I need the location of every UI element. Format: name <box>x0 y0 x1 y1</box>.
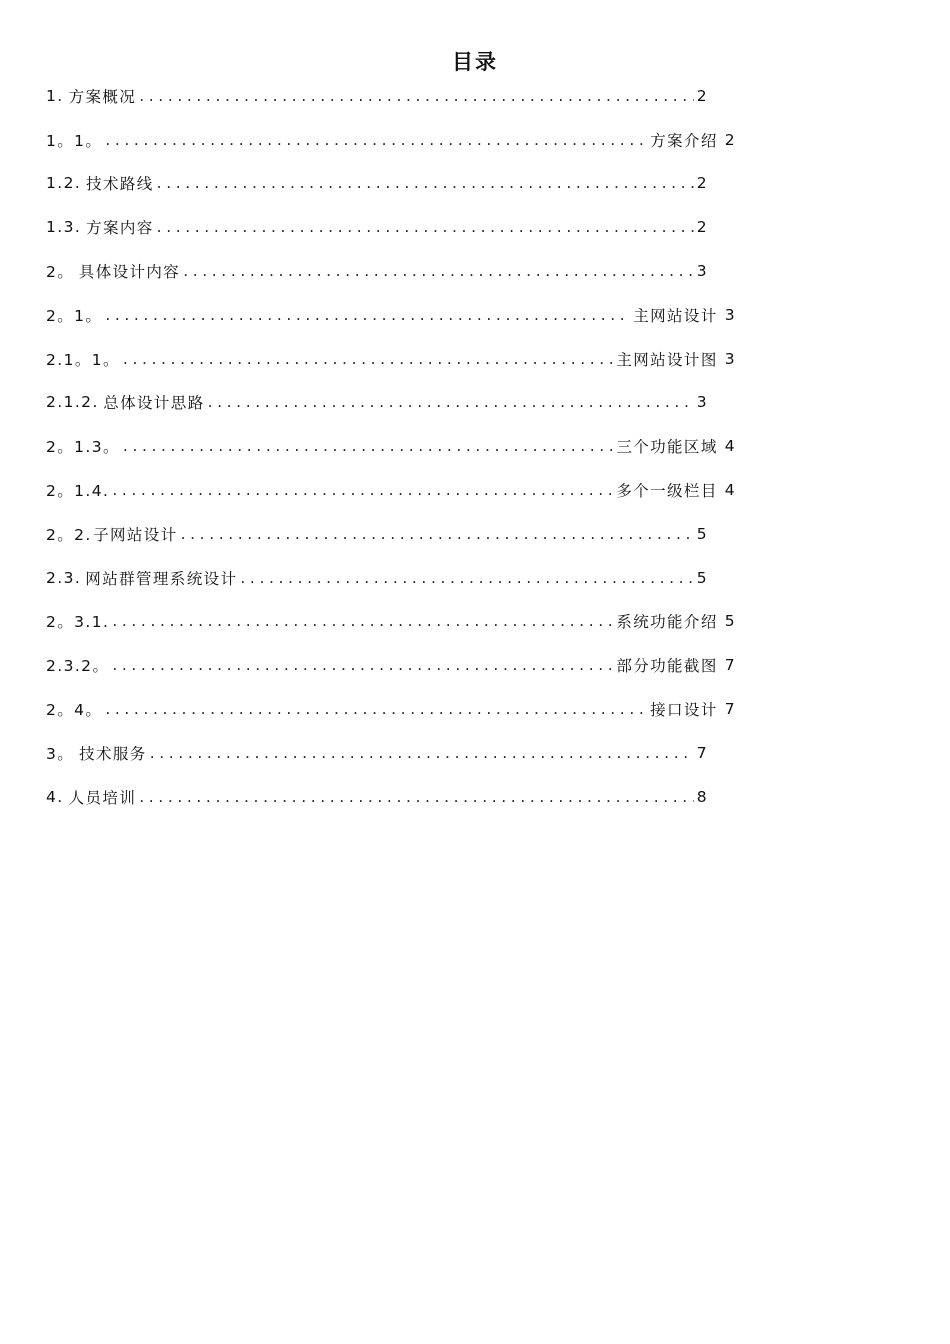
toc-entry[interactable] <box>46 468 736 512</box>
toc-entry-text: 多个一级栏目 <box>616 482 718 501</box>
toc-entry-text: 方案介绍 <box>650 131 718 150</box>
toc-page-number: 7 <box>724 700 736 719</box>
toc-page-number: 5 <box>696 568 708 587</box>
toc-entry-text: 人员培训 <box>68 788 137 807</box>
toc-page-number: 3 <box>724 349 736 368</box>
toc-entry-text: 技术路线 <box>86 175 154 194</box>
toc-entry-number: 4. <box>46 787 64 806</box>
toc-page-number: 2 <box>696 174 708 193</box>
toc-page-number: 2 <box>724 130 736 149</box>
toc-dot-leader <box>105 131 647 149</box>
toc-entry-text: 网站群管理系统设计 <box>85 569 238 588</box>
toc-entry-number: 1.3. <box>46 218 82 237</box>
toc-page-number: 3 <box>696 393 708 412</box>
toc-entry[interactable] <box>46 556 736 600</box>
toc-entry-text: 接口设计 <box>650 701 718 720</box>
toc-page-number: 8 <box>696 787 708 806</box>
toc-entry-text: 系统功能介绍 <box>616 613 718 632</box>
toc-entry-number: 2.3.2。 <box>46 657 110 676</box>
toc-dot-leader <box>123 350 613 368</box>
toc-entry-text: 总体设计思路 <box>103 394 205 413</box>
toc-entry-text: 主网站设计图 <box>616 350 718 369</box>
toc-dot-leader <box>139 87 694 105</box>
toc-entry-text: 技术服务 <box>79 744 147 763</box>
toc-dot-leader <box>123 437 613 455</box>
toc-entry[interactable] <box>46 381 736 425</box>
toc-dot-leader <box>208 393 694 411</box>
toc-dot-leader <box>139 788 694 806</box>
toc-entry-number: 2。2. <box>46 525 92 544</box>
toc-entry-number: 1. <box>46 86 64 105</box>
toc-entry-text: 方案概况 <box>68 87 137 106</box>
toc-dot-leader <box>157 218 694 236</box>
toc-entry[interactable] <box>46 74 736 118</box>
toc-entry[interactable] <box>46 424 736 468</box>
toc-entry-number: 2.1。1。 <box>46 350 120 369</box>
toc-page-number: 4 <box>724 437 736 456</box>
toc-entry-number: 2。 <box>46 263 75 282</box>
toc-entry[interactable] <box>46 687 736 731</box>
toc-entry-number: 2。1.4. <box>46 482 110 501</box>
toc-entry-text: 主网站设计 <box>633 306 718 325</box>
toc-entry[interactable] <box>46 118 736 162</box>
toc-entry-text: 具体设计内容 <box>78 263 181 282</box>
toc-entry[interactable] <box>46 293 736 337</box>
toc-entry[interactable] <box>46 162 736 206</box>
toc-entry[interactable] <box>46 337 736 381</box>
toc-entry[interactable] <box>46 600 736 644</box>
toc-dot-leader <box>112 612 613 630</box>
toc-entry-text: 子网站设计 <box>93 525 178 544</box>
toc-page-number: 2 <box>696 86 708 105</box>
toc-page-number: 7 <box>696 743 708 762</box>
toc-entry-number: 2。4。 <box>46 701 103 720</box>
toc-page-number: 5 <box>724 612 736 631</box>
toc-entry[interactable] <box>46 643 736 687</box>
toc-entry-number: 1。1。 <box>46 131 103 150</box>
toc-dot-leader <box>240 569 693 587</box>
toc-entry-number: 2.3. <box>46 568 82 587</box>
toc-dot-leader <box>181 525 694 543</box>
toc-entry[interactable] <box>46 775 736 819</box>
toc-entry[interactable] <box>46 205 736 249</box>
toc-dot-leader <box>183 262 694 280</box>
toc-dot-leader <box>150 744 694 762</box>
toc-entry[interactable] <box>46 512 736 556</box>
toc-entry-number: 3。 <box>46 744 75 763</box>
toc-entry-number: 2。1。 <box>46 306 103 325</box>
toc-entry-text: 方案内容 <box>86 219 154 238</box>
toc-dot-leader <box>105 700 647 718</box>
toc-page-number: 3 <box>724 305 736 324</box>
toc-dot-leader <box>112 656 613 674</box>
toc-dot-leader <box>105 306 630 324</box>
toc-entry[interactable] <box>46 731 736 775</box>
toc-entry-number: 2。1.3。 <box>46 438 120 457</box>
toc-dot-leader <box>112 481 613 499</box>
toc-title: 目录 <box>452 50 498 74</box>
toc-entry[interactable] <box>46 249 736 293</box>
toc-entry-number: 2.1.2. <box>46 393 99 412</box>
toc-entry-number: 1.2. <box>46 174 82 193</box>
toc-entry-number: 2。3.1. <box>46 613 110 632</box>
toc-page-number: 5 <box>696 524 708 543</box>
toc-list <box>46 74 736 819</box>
toc-page-number: 2 <box>696 218 708 237</box>
toc-page-number: 7 <box>724 656 736 675</box>
toc-entry-text: 三个功能区域 <box>616 438 718 457</box>
toc-page-number: 3 <box>696 262 708 281</box>
toc-entry-text: 部分功能截图 <box>616 657 718 676</box>
toc-page-number: 4 <box>724 481 736 500</box>
toc-dot-leader <box>157 174 694 192</box>
